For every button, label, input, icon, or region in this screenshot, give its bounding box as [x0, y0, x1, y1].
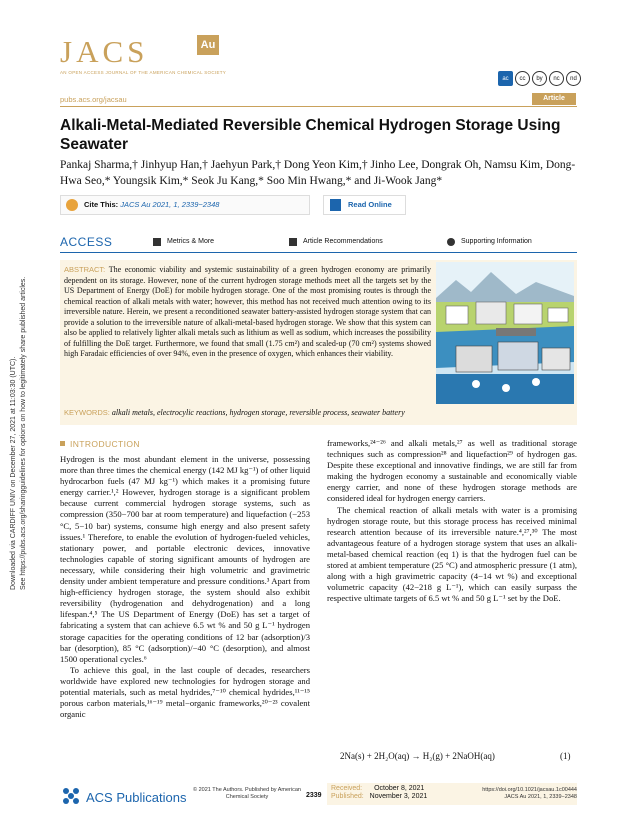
acs-logo-icon: [60, 785, 82, 807]
section-marker: [60, 441, 65, 446]
cc-icon: cc: [515, 71, 530, 86]
download-notice-line2: See https://pubs.acs.org/sharingguidelines for options on how to legitimately share published articles.: [20, 276, 27, 590]
nd-icon: nd: [566, 71, 581, 86]
cite-icon: [66, 199, 78, 211]
abstract-body: The economic viability and systemic sustainability of a green hydrogen economy are primarily dependent on its storage. However, none of the current hydrogen storage methods meet all the targets set by the US Department of Energy (DoE) for mobile hydrogen storage. One of the most promising routes is through the chemical reaction of alkali metals with water; however, this method has not received much attention owing to its irreversible nature. Herein, we present a reconditioned seawater battery-assisted hydrogen storage system that can provide a solution to the irreversible nature of alkali-metal-based hydrogen storage. We show that this system can also be applied to relatively lighter alkali metals such as lithium as well as sodium, which increases the possibility of fulfilling the DoE target. Furthermore, we found that small (1.75 cm²) and scaled-up (70 cm²) systems showed high Faradaic efficiencies of over 94%, even in the presence of oxygen, which enhances their viability.: [64, 265, 432, 358]
recommendations-icon: [289, 238, 297, 246]
nc-icon: nc: [549, 71, 564, 86]
recommendations-link[interactable]: Article Recommendations: [303, 238, 383, 245]
received-date: October 8, 2021: [374, 785, 425, 792]
published-date: November 3, 2021: [369, 793, 428, 800]
article-title: Alkali-Metal-Mediated Reversible Chemical Hydrogen Storage Using Seawater: [60, 117, 561, 153]
equation-number: (1): [560, 751, 571, 761]
access-label: ACCESS: [60, 235, 113, 249]
copyright-notice: © 2021 The Authors. Published by American Chemical Society: [193, 787, 301, 800]
page-number: 2339: [306, 792, 322, 799]
journal-tagline: AN OPEN ACCESS JOURNAL OF THE AMERICAN CHEMICAL SOCIETY: [60, 70, 227, 75]
article-type-badge: Article: [532, 93, 576, 105]
read-online-label[interactable]: Read Online: [348, 200, 392, 209]
abstract-text: [64, 265, 431, 360]
by-icon: by: [532, 71, 547, 86]
supporting-info-icon: [447, 238, 455, 246]
intro-column-left: [60, 454, 310, 720]
intro-paragraph: To achieve this goal, in the last couple of decades, researchers worldwide have explored new technologies for hydrogen storage and potential materials, such as metal hydrides,⁷⁻¹⁰ chemical hydrides,¹¹⁻¹⁵ porous carbon materials,¹⁶⁻¹⁹ metal−organic frameworks,²⁰⁻²³ covalent organic: [60, 664, 310, 720]
cite-reference[interactable]: JACS Au 2021, 1, 2339−2348: [120, 200, 220, 209]
publisher-name: ACS Publications: [86, 790, 187, 805]
toc-graphic: [436, 262, 574, 404]
received-label: Received:: [331, 785, 363, 792]
cite-label: Cite This:: [84, 200, 119, 209]
doi-block: [470, 787, 577, 801]
abstract-label: ABSTRACT:: [64, 265, 106, 274]
supporting-info-link[interactable]: Supporting Information: [461, 238, 532, 245]
intro-paragraph: Hydrogen is the most abundant element in the universe, possessing more than three times the chemical energy (142 MJ kg⁻¹) of other liquid hydrocarbon fuels (47 MJ kg⁻¹) which makes it a promising future energy carrier.¹,² However, hydrogen storage is a significant problem because current commercial hydrogen storage systems, such as compression (350−700 bar at room temperature) and liquefaction (−253 °C, 5−10 bar) systems, consume high energy and also present safety issues.¹ Therefore, to enable the evolution of hydrogen-fueled vehicles, stationary power, and portable electronic devices, innovative technologies capable of storing significant amounts of hydrogen are necessary, while considering their high volumetric and gravimetric density under ambient temperature and pressure conditions.³ Apart from high-efficiency hydrogen storage, the system should also exhibit reversibility (hydrogenation and dehydrogenation) and a long lifespan.⁴,⁵ The US Department of Energy (DoE) has set a target of fabricating a system that can achieve 6.5 wt % and 50 g L⁻¹ hydrogen storage capacities for the operating conditions of 12 bar (adsorption)/3 bar (desorption), 85 °C (adsorption)/−40 °C (desorption), and almost 1500 operational cycles.⁶: [60, 454, 310, 664]
journal-logo: JACS: [60, 34, 149, 69]
journal-logo-badge: Au: [197, 35, 219, 55]
download-notice-line1: Downloaded via CARDIFF UNIV on December 27, 2021 at 11:03:30 (UTC).: [10, 356, 17, 590]
license-icons: [498, 67, 583, 82]
keywords-label: KEYWORDS:: [64, 408, 110, 417]
metrics-link[interactable]: Metrics & More: [167, 238, 215, 245]
introduction-heading: INTRODUCTION: [70, 439, 140, 449]
metrics-icon: [153, 238, 161, 246]
header-divider: [60, 106, 577, 107]
published-label: Published:: [331, 793, 364, 800]
keywords-list: alkali metals, electrocylic reactions, hydrogen storage, reversible process, seawater battery: [111, 408, 405, 417]
footer-citation: JACS Au 2021, 1, 2339−2348: [504, 794, 577, 800]
ac-icon: ac: [498, 71, 513, 86]
doi-link[interactable]: https://doi.org/10.1021/jacsau.1c00444: [482, 787, 577, 793]
intro-column-right: [327, 438, 577, 604]
download-notice: [6, 250, 34, 590]
equation: 2Na(s) + 2H₂O(aq) → H₂(g) + 2NaOH(aq): [340, 751, 495, 761]
intro-paragraph: The chemical reaction of alkali metals with water is a promising hydrogen storage route, but this storage process has received minimal research attention because of its irreversible nature.⁴,²⁷,³⁰ The most advantageous feature of a hydrogen storage system that uses an alkali-metal-based chemical reaction (eq 1) is that the hydrogen fuel can be stored at ambient temperature (25 °C) and atmospheric pressure (1 atm), along with a high gravimetric capacity (4−14 wt %) and exceptional volumetric capacity (42−218 g L⁻¹), which can easily surpass the respective ultimate targets of 6.5 wt % and 50 g L⁻¹ set by the DoE.: [327, 504, 577, 604]
author-list: Pankaj Sharma,† Jinhyup Han,† Jaehyun Park,† Dong Yeon Kim,† Jinho Lee, Dongrak Oh, Namsu Kim, Dong-Hwa Seo,* Youngsik Kim,* Seok Ju Kang,* Soo Min Hwang,* and Ji-Wook Jang*: [60, 159, 576, 187]
cite-this[interactable]: [84, 200, 219, 209]
journal-url[interactable]: pubs.acs.org/jacsau: [60, 95, 127, 104]
read-online-icon: [330, 199, 341, 211]
keywords: [64, 408, 574, 417]
access-divider: [60, 252, 577, 253]
intro-paragraph: frameworks,²⁴⁻²⁶ and alkali metals,²⁷ as well as traditional storage techniques such as compression²⁸ and liquefaction²⁹ of hydrogen gas. Despite these exceptional and innovative findings, we are still far from making the hydrogen economy a sustainable and economically viable energy carrier, and none of these hydrogen storage methods are considered ideal for hydrogen energy carriers.: [327, 438, 577, 504]
